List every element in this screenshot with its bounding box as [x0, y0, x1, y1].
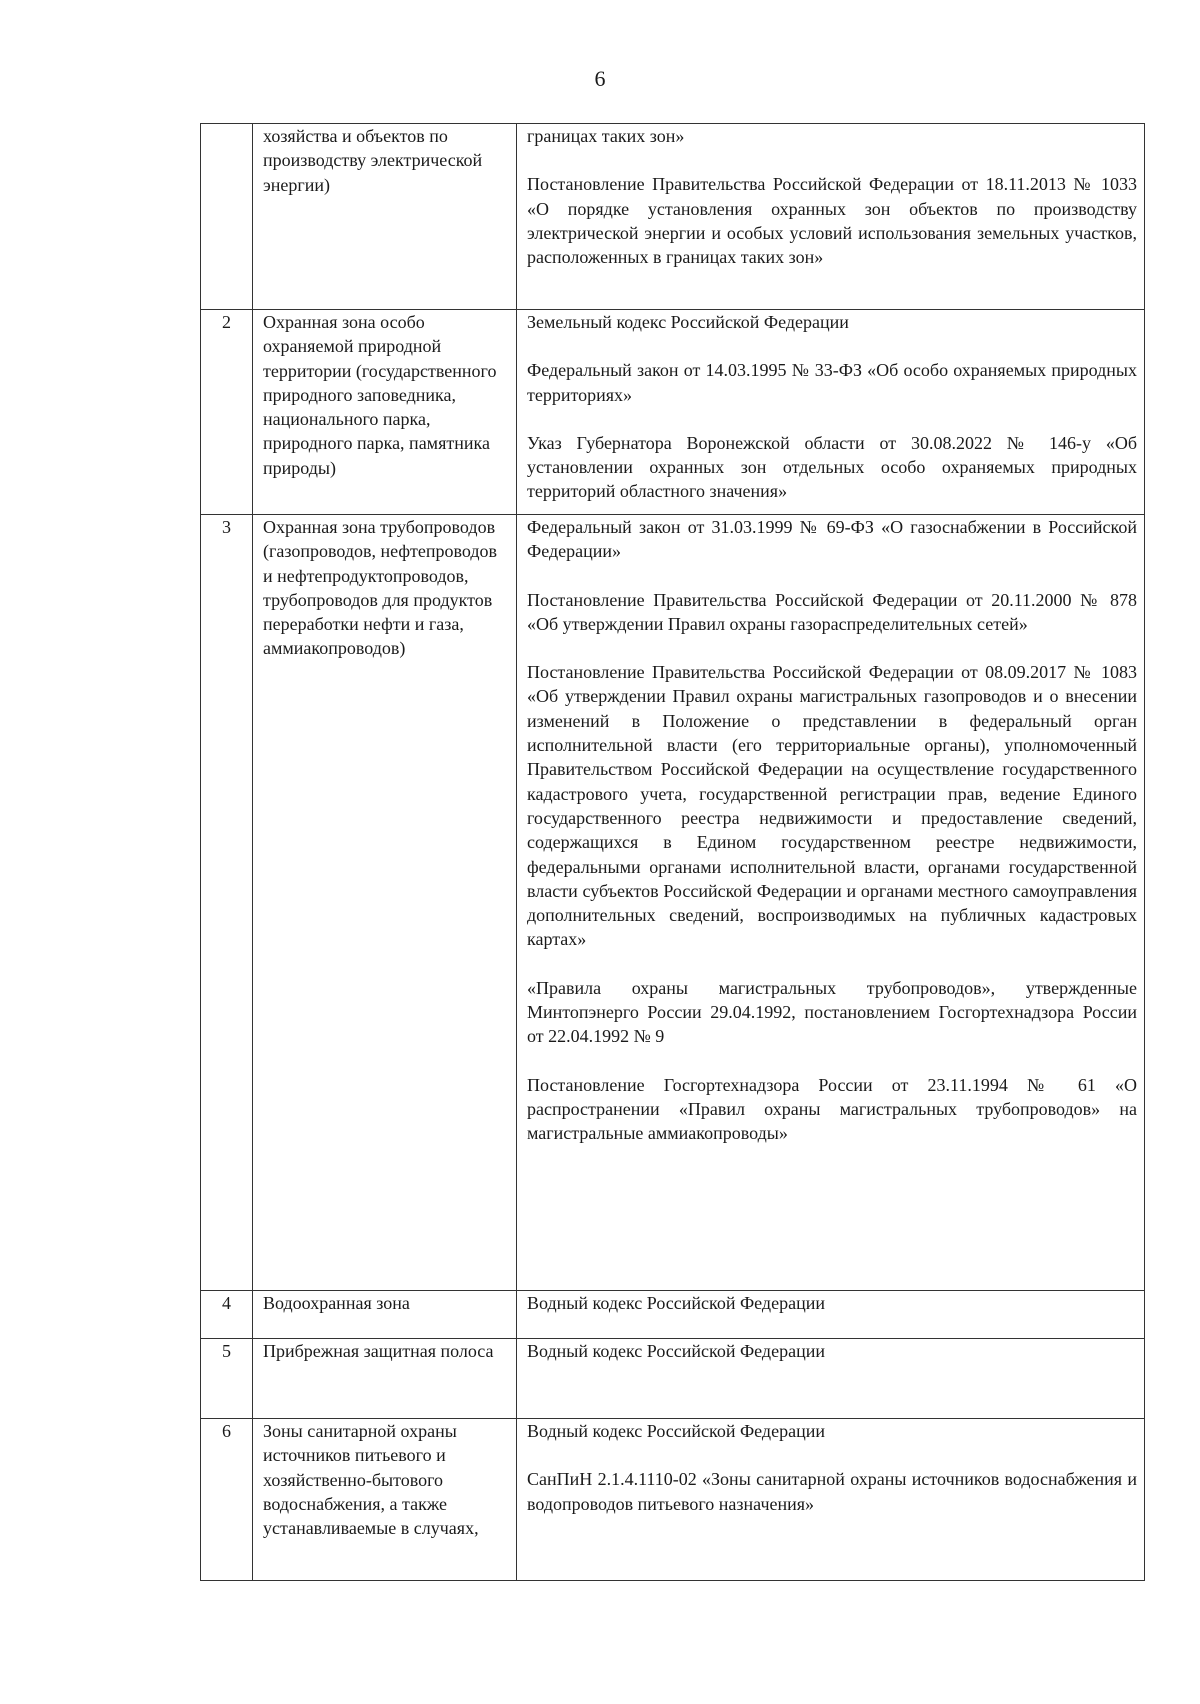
legal-document: Водный кодекс Российской Федерации: [527, 1341, 825, 1361]
legal-document: Водный кодекс Российской Федерации: [527, 1293, 825, 1313]
legal-document: границах таких зон»: [527, 126, 685, 146]
legal-document: Постановление Госгортехнадзора России от 23.11.1994 № 61 «О распространении «Правил охраны магистральных трубопроводов» на магистральные аммиакопроводы»: [527, 1074, 1137, 1144]
legal-document: СанПиН 2.1.4.1110-02 «Зоны санитарной охраны источников водоснабжения и водопроводов питьевого назначения»: [527, 1469, 1137, 1514]
legal-document: Постановление Правительства Российской Федерации от 20.11.2000 № 878 «Об утверждении Правил охраны газораспределительных сетей»: [527, 589, 1137, 634]
legal-document: Водный кодекс Российской Федерации: [527, 1421, 825, 1441]
row-number: 6: [201, 1419, 253, 1581]
zones-table: [200, 123, 1145, 1581]
zone-name: Водоохранная зона: [253, 1291, 517, 1339]
row-number: 5: [201, 1339, 253, 1419]
legal-document: Федеральный закон от 14.03.1995 № 33-ФЗ «Об особо охраняемых природных территориях»: [527, 360, 1137, 405]
row-number: 2: [201, 310, 253, 515]
table-row: [201, 1419, 1145, 1581]
row-number: 3: [201, 515, 253, 1291]
legal-basis-cell: [517, 1339, 1145, 1419]
zone-name: Охранная зона трубопроводов (газопроводов, нефтепроводов и нефтепродуктопроводов, трубопроводов для продуктов переработки нефти и газа, аммиакопроводов): [253, 515, 517, 1291]
legal-document: Постановление Правительства Российской Федерации от 18.11.2013 № 1033 «О порядке установления охранных зон объектов по производству электрической энергии и особых условий использования земельных участков, расположенных в границах таких зон»: [527, 174, 1137, 268]
zone-name: Охранная зона особо охраняемой природной территории (государственного природного заповедника, национального парка, природного парка, памятника природы): [253, 310, 517, 515]
legal-basis-cell: [517, 515, 1145, 1291]
page-number: 6: [594, 66, 606, 91]
legal-document: Земельный кодекс Российской Федерации: [527, 312, 849, 332]
legal-basis-cell: [517, 1291, 1145, 1339]
zone-name: хозяйства и объектов по производству электрической энергии): [253, 124, 517, 310]
row-number: 4: [201, 1291, 253, 1339]
table-row: [201, 1291, 1145, 1339]
table-row: [201, 310, 1145, 515]
table-row: [201, 124, 1145, 310]
zone-name: Прибрежная защитная полоса: [253, 1339, 517, 1419]
table-row: [201, 1339, 1145, 1419]
row-number: [201, 124, 253, 310]
legal-document: Федеральный закон от 31.03.1999 № 69-ФЗ «О газоснабжении в Российской Федерации»: [527, 517, 1137, 562]
legal-basis-cell: [517, 310, 1145, 515]
table-row: [201, 515, 1145, 1291]
legal-basis-cell: [517, 1419, 1145, 1581]
legal-document: «Правила охраны магистральных трубопроводов», утвержденные Минтопэнерго России 29.04.1992, постановлением Госгортехнадзора России от 22.04.1992 № 9: [527, 977, 1137, 1047]
legal-basis-cell: [517, 124, 1145, 310]
legal-document: Постановление Правительства Российской Федерации от 08.09.2017 № 1083 «Об утверждении Правил охраны магистральных газопроводов и о внесении изменений в Положение о представлении в федеральный орган исполнительной власти (его территориальные органы), уполномоченный Правительством Российской Федерации на осуществление государственного кадастрового учета, государственной регистрации прав, ведение Единого государственного реестра недвижимости и предоставление сведений, содержащихся в Едином государственном реестре недвижимости, федеральными органами исполнительной власти, органами государственной власти субъектов Российской Федерации и органами местного самоуправления дополнительных сведений, воспроизводимых на публичных кадастровых картах»: [527, 662, 1137, 950]
legal-document: Указ Губернатора Воронежской области от 30.08.2022 № 146-у «Об установлении охранных зон отдельных особо охраняемых природных территорий областного значения»: [527, 432, 1137, 502]
zone-name: Зоны санитарной охраны источников питьевого и хозяйственно-бытового водоснабжения, а также устанавливаемые в случаях,: [253, 1419, 517, 1581]
